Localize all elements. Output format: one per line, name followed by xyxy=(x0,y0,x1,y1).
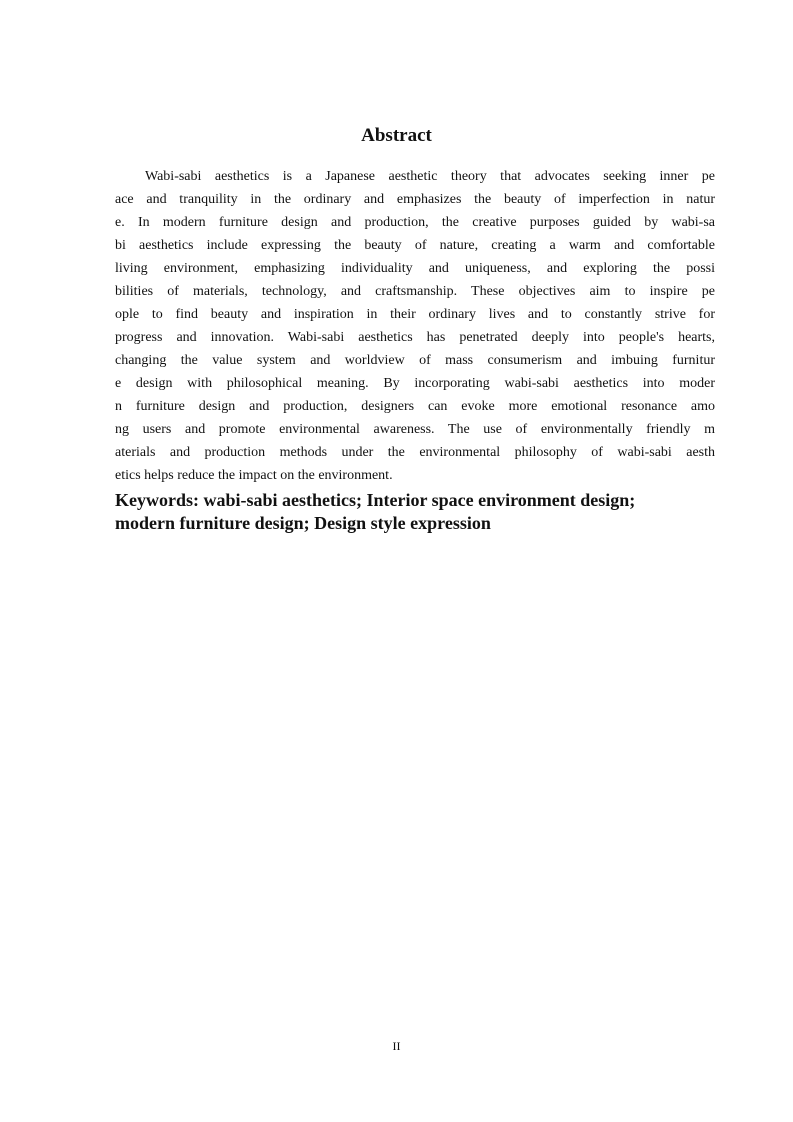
abstract-line: e. In modern furniture design and production, the creative purposes guided by wabi-sa xyxy=(115,215,715,230)
abstract-title: Abstract xyxy=(361,125,432,146)
keywords xyxy=(115,489,735,535)
abstract-line: e design with philosophical meaning. By incorporating wabi-sabi aesthetics into moder xyxy=(115,376,715,391)
abstract-line: ng users and promote environmental awareness. The use of environmentally friendly m xyxy=(115,422,715,437)
abstract-line: living environment, emphasizing individuality and uniqueness, and exploring the possi xyxy=(115,261,715,276)
abstract-line: Wabi-sabi aesthetics is a Japanese aesthetic theory that advocates seeking inner pe xyxy=(145,169,715,184)
keywords-line: Keywords: wabi-sabi aesthetics; Interior space environment design; xyxy=(115,490,636,510)
abstract-line: bi aesthetics include expressing the beauty of nature, creating a warm and comfortable xyxy=(115,238,715,253)
abstract-line: n furniture design and production, designers can evoke more emotional resonance amo xyxy=(115,399,715,414)
abstract-line: ople to find beauty and inspiration in their ordinary lives and to constantly strive for xyxy=(115,307,715,322)
page-number: II xyxy=(392,1039,401,1053)
abstract-line: bilities of materials, technology, and craftsmanship. These objectives aim to inspire pe xyxy=(115,284,715,299)
abstract-line: progress and innovation. Wabi-sabi aesthetics has penetrated deeply into people's hearts, xyxy=(115,330,715,345)
abstract-line: aterials and production methods under the environmental philosophy of wabi-sabi aesth xyxy=(115,445,715,460)
abstract-line: etics helps reduce the impact on the environment. xyxy=(115,468,393,483)
abstract-body xyxy=(115,165,715,487)
keywords-line: modern furniture design; Design style expression xyxy=(115,513,491,533)
abstract-line: changing the value system and worldview of mass consumerism and imbuing furnitur xyxy=(115,353,715,368)
abstract-line: ace and tranquility in the ordinary and emphasizes the beauty of imperfection in natur xyxy=(115,192,715,207)
